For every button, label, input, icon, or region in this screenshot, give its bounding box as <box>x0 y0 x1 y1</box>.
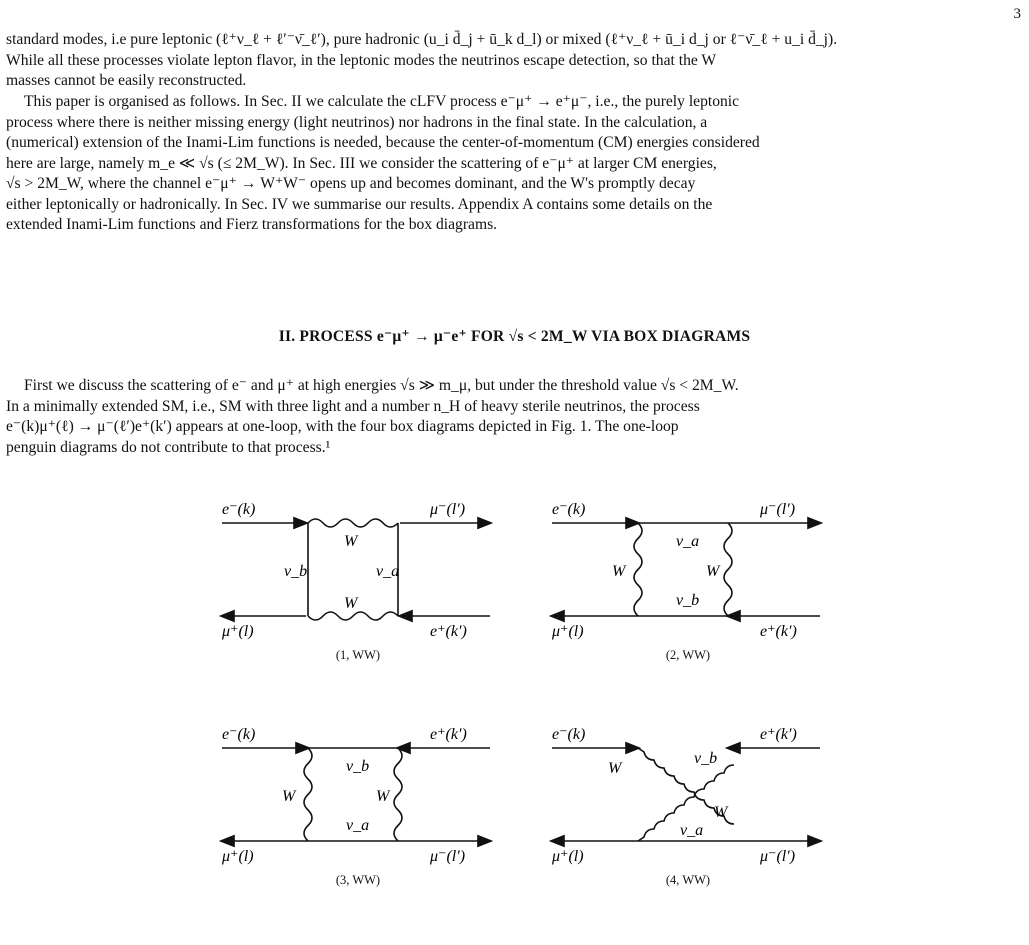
label-top-right: μ⁻(l′) <box>430 501 466 518</box>
text-line: e⁻(k)μ⁺(ℓ) → μ⁻(ℓ′)e⁺(k′) appears at one-loop, with the four box diagrams depicted in Fig. 1. The one-loop <box>6 418 679 435</box>
label-internal: ν_a <box>680 822 704 839</box>
label-internal: W <box>344 533 358 550</box>
label-top-left: e⁻(k) <box>552 501 586 518</box>
label-internal: W <box>376 788 390 805</box>
label-top-right: e⁺(k′) <box>760 726 797 743</box>
feynman-diagram-4 <box>548 723 828 876</box>
text-line: here are large, namely m_e ≪ √s (≤ 2M_W). In Sec. III we consider the scattering of e⁻μ⁺ at larger CM energies, <box>6 154 717 172</box>
w-boson-line <box>304 748 312 841</box>
diagram-caption: (1, WW) <box>335 648 381 662</box>
diagram-caption: (4, WW) <box>665 873 711 887</box>
label-bottom-right: e⁺(k′) <box>760 623 797 640</box>
section-heading: II. PROCESS e⁻μ⁺ → μ⁻e⁺ FOR √s < 2M_W VIA BOX DIAGRAMS <box>278 328 751 345</box>
label-internal: ν_b <box>694 750 718 767</box>
label-internal: W <box>714 804 728 821</box>
w-boson-line <box>308 612 398 620</box>
text-line: penguin diagrams do not contribute to that process.¹ <box>6 438 331 456</box>
text-line: (numerical) extension of the Inami-Lim functions is needed, because the center-of-momentum (CM) energies considered <box>6 134 760 151</box>
label-top-left: e⁻(k) <box>222 726 256 743</box>
label-bottom-left: μ⁺(l) <box>552 848 584 865</box>
label-bottom-left: μ⁺(l) <box>552 623 584 640</box>
feynman-diagram-2 <box>548 498 828 651</box>
diagram-caption: (2, WW) <box>665 648 711 662</box>
label-internal: ν_b <box>676 592 700 609</box>
label-bottom-left: μ⁺(l) <box>222 848 254 865</box>
paragraph-box-diagrams <box>6 376 1024 458</box>
text-line: extended Inami-Lim functions and Fierz transformations for the box diagrams. <box>6 216 498 233</box>
label-internal: W <box>608 760 622 777</box>
label-internal: ν_a <box>346 817 370 834</box>
paragraph-organisation <box>6 92 1024 236</box>
feynman-diagram-1 <box>218 498 498 651</box>
label-top-left: e⁻(k) <box>552 726 586 743</box>
w-boson-line <box>634 523 642 616</box>
text-line: √s > 2M_W, where the channel e⁻μ⁺ → W⁺W⁻ opens up and becomes dominant, and the W's promptly decay <box>6 175 696 192</box>
text-line: In a minimally extended SM, i.e., SM with three light and a number n_H of heavy sterile neutrinos, the process <box>6 397 700 415</box>
label-bottom-right: e⁺(k′) <box>430 623 467 640</box>
label-top-right: e⁺(k′) <box>430 726 467 743</box>
label-bottom-left: μ⁺(l) <box>222 623 254 640</box>
label-internal: ν_b <box>284 563 308 580</box>
text-line: process where there is neither missing energy (light neutrinos) nor hadrons in the final state. In the calculation, a <box>6 113 708 131</box>
diagram-caption: (3, WW) <box>335 873 381 887</box>
label-bottom-right: μ⁻(l′) <box>430 848 466 865</box>
feynman-diagram-3 <box>218 723 498 876</box>
label-internal: ν_a <box>376 563 400 580</box>
label-internal: W <box>282 788 296 805</box>
text-line: masses cannot be easily reconstructed. <box>6 72 247 89</box>
label-internal: ν_a <box>676 533 700 550</box>
w-boson-line <box>724 523 732 616</box>
page-number: 3 <box>1013 6 1021 22</box>
text-line: either leptonically or hadronically. In Sec. IV we summarise our results. Appendix A contains some details on the <box>6 195 713 213</box>
label-internal: W <box>706 563 720 580</box>
text-line: While all these processes violate lepton flavor, in the leptonic modes the neutrinos escape detection, so that the W <box>6 51 717 69</box>
paragraph-decay-modes <box>6 30 1024 92</box>
text-line: standard modes, i.e pure leptonic (ℓ⁺ν_ℓ + ℓ′⁻ν̄_ℓ′), pure hadronic (u_i d̄_j + ū_k d_l) or mixed (ℓ⁺ν_ℓ + ū_i d_j or ℓ⁻ν̄_ℓ + u_i d̄_j). <box>6 31 838 48</box>
w-boson-line <box>308 519 398 527</box>
w-boson-line <box>394 748 402 841</box>
label-internal: ν_b <box>346 758 370 775</box>
label-internal: W <box>612 563 626 580</box>
text-line: First we discuss the scattering of e⁻ and μ⁺ at high energies √s ≫ m_μ, but under the threshold value √s < 2M_W. <box>24 377 739 394</box>
label-bottom-right: μ⁻(l′) <box>760 848 796 865</box>
label-internal: W <box>344 595 358 612</box>
label-top-right: μ⁻(l′) <box>760 501 796 518</box>
text-line: This paper is organised as follows. In Sec. II we calculate the cLFV process e⁻μ⁺ → e⁺μ⁻, i.e., the purely leptonic <box>24 93 740 110</box>
label-top-left: e⁻(k) <box>222 501 256 518</box>
